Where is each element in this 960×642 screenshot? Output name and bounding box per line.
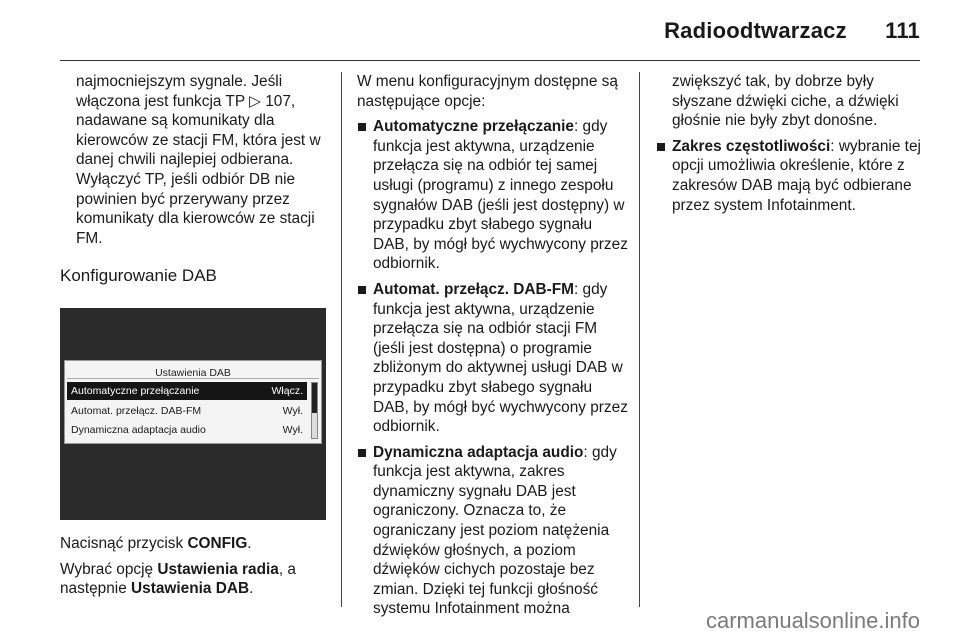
watermark: carmanualsonline.info — [705, 608, 920, 633]
screen-title: Ustawienia DAB — [155, 366, 231, 379]
options-intro: W menu konfiguracyjnym dostępne są następujące opcje: — [357, 73, 618, 110]
list-item-term: Automatyczne przełączanie — [373, 118, 574, 136]
column-2 — [357, 72, 629, 625]
column-3 — [656, 72, 924, 221]
list-item-text: : gdy funkcja jest aktywna, urządzenie przełącza się na odbiór stacji FM (jeśli jest dostępna) o programie zbliżonym do aktywnej usługi DAB w przypadku zbyt słabego sygnału DAB, by mógł być wychwycony przez odbiornik. — [373, 280, 628, 436]
list-item-term: Dynamiczna adaptacja audio — [373, 443, 584, 461]
list-item-term: Zakres częstotliwości — [672, 137, 831, 155]
continuation-paragraph: zwiększyć tak, by dobrze były słyszane dźwięki ciche, a dźwięki głośnie nie były zbyt donośne. — [672, 73, 899, 130]
menu-item-label: Automatyczne przełączanie — [71, 384, 200, 397]
step-paragraph: Wybrać opcję Ustawienia radia, a następnie Ustawienia DAB. — [60, 560, 296, 598]
list-item — [656, 137, 924, 215]
column-divider — [341, 72, 342, 607]
page-title: Radioodtwarzacz — [664, 18, 847, 43]
list-item-text: : gdy funkcja jest aktywna, urządzenie przełącza się na odbiór tej samej usługi (programu) z innego zespołu sygnałów DAB (jeśli jest dostępny) w przypadku zbyt słabego sygnału DAB, by mógł być wychwycony przez odbiornik. — [373, 118, 628, 273]
intro-paragraph: najmocniejszym sygnale. Jeśli włączona jest funkcja TP ▷ 107, nadawane są komunikaty dla kierowców ze stacji FM, która jest w danej chwili najlepiej odbierana. Wyłączyć TP, jeśli odbiór DB nie powinien być przerywany przez komunikaty dla kierowców ze stacji FM. — [76, 73, 321, 247]
list-item-text: : gdy funkcja jest aktywna, zakres dynamiczny sygnału DAB jest ograniczony. Oznacza to, że ograniczany jest poziom natężenia dźwięków głośnych, a poziom dźwięków cichych pozostaje bez zmian. Dzięki tej funkcji głośność systemu Infotainment można — [373, 443, 617, 618]
column-divider — [639, 72, 640, 607]
header-divider — [60, 60, 920, 61]
menu-item-dab-fm-switching[interactable] — [67, 402, 307, 420]
option-dab-settings: Ustawienia DAB — [131, 580, 250, 598]
column-1 — [60, 72, 326, 605]
bullet-square-icon — [657, 143, 665, 151]
dab-settings-figure — [60, 308, 326, 520]
scrollbar-thumb[interactable] — [312, 383, 317, 413]
list-item — [357, 280, 629, 437]
menu-item-value: Włącz. — [271, 384, 303, 397]
section-heading: Konfigurowanie DAB — [60, 266, 217, 286]
menu-item-dynamic-audio[interactable] — [67, 421, 307, 439]
config-key: CONFIG — [187, 534, 248, 552]
screen-divider — [67, 378, 319, 379]
list-item-term: Automat. przełącz. DAB-FM — [373, 280, 574, 298]
menu-item-automatic-switching[interactable] — [67, 382, 307, 400]
menu-item-value: Wył. — [282, 404, 303, 417]
menu-item-label: Dynamiczna adaptacja audio — [71, 423, 206, 436]
list-item — [357, 443, 629, 619]
dab-settings-screen — [64, 360, 322, 444]
arrow-ref-icon[interactable]: ▷ — [249, 92, 261, 110]
list-item — [357, 117, 629, 274]
bullet-square-icon — [358, 123, 366, 131]
list-item-text: : wybranie tej opcji umożliwia określenie, które z zakresów DAB mają być odbierane przez system Infotainment. — [672, 137, 921, 214]
menu-item-label: Automat. przełącz. DAB-FM — [71, 404, 202, 417]
bullet-square-icon — [358, 286, 366, 294]
page-reference[interactable]: 107 — [265, 92, 291, 110]
step-paragraph: Nacisnąć przycisk CONFIG. — [60, 534, 252, 552]
page-header — [664, 18, 920, 44]
page-number: 111 — [885, 18, 920, 43]
scrollbar[interactable] — [311, 382, 318, 439]
menu-item-value: Wył. — [282, 423, 303, 436]
bullet-square-icon — [358, 449, 366, 457]
option-radio-settings: Ustawienia radia — [157, 560, 279, 578]
